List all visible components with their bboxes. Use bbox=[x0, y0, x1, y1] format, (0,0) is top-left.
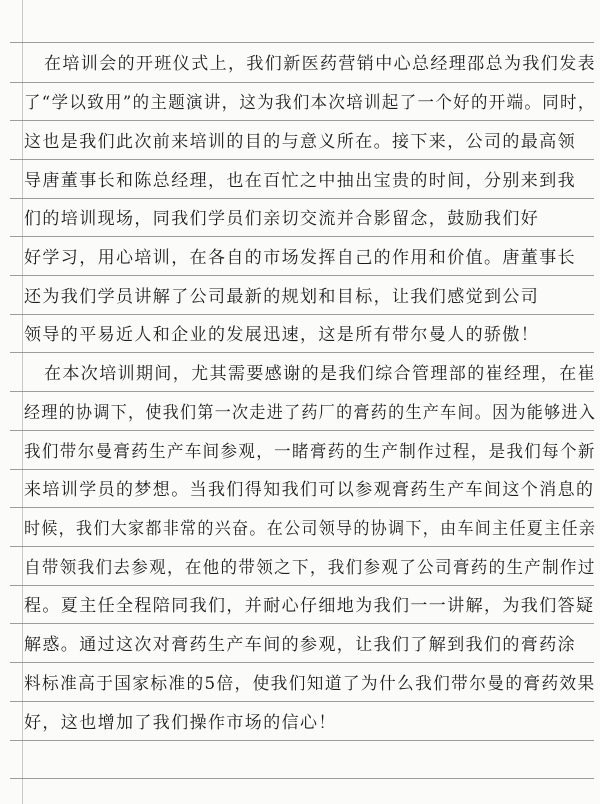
text-line: 们的培训现场，同我们学员们亲切交流并合影留念，鼓励我们好 bbox=[24, 209, 540, 229]
text-line: 导唐董事长和陈总经理，也在百忙之中抽出宝贵的时间，分别来到我 bbox=[24, 171, 576, 191]
ruled-line bbox=[10, 546, 594, 547]
text-line: 解惑。通过这次对膏药生产车间的参观，让我们了解到我们的膏药涂 bbox=[24, 635, 576, 655]
ruled-line bbox=[10, 507, 594, 508]
text-line: 领导的平易近人和企业的发展迅速，这是所有带尔曼人的骄傲！ bbox=[24, 325, 540, 345]
ruled-line bbox=[10, 662, 594, 663]
text-line: 在本次培训期间，尤其需要感谢的是我们综合管理部的崔经理，在崔 bbox=[44, 364, 596, 384]
ruled-line bbox=[10, 623, 594, 624]
text-line: 好，这也增加了我们操作市场的信心！ bbox=[24, 713, 337, 733]
ruled-line bbox=[10, 391, 594, 392]
text-line: 好学习，用心培训，在各自的市场发挥自己的作用和价值。唐董事长 bbox=[24, 248, 576, 268]
text-line: 时候，我们大家都非常的兴奋。在公司领导的协调下，由车间主任夏主任亲 bbox=[24, 519, 596, 539]
text-line: 料标准高于国家标准的5倍，使我们知道了为什么我们带尔曼的膏药效果 bbox=[24, 674, 596, 694]
ruled-line bbox=[10, 585, 594, 586]
ruled-line bbox=[10, 42, 594, 43]
ruled-line bbox=[10, 701, 594, 702]
text-line: 来培训学员的梦想。当我们得知我们可以参观膏药生产车间这个消息的 bbox=[24, 480, 595, 500]
ruled-line bbox=[10, 430, 594, 431]
ruled-line bbox=[10, 469, 594, 470]
text-line: 还为我们学员讲解了公司最新的规划和目标，让我们感觉到公司 bbox=[24, 287, 540, 307]
ruled-line bbox=[10, 82, 594, 83]
text-line: 这也是我们此次前来培训的目的与意义所在。接下来，公司的最高领 bbox=[24, 132, 576, 152]
text-line: 我们带尔曼膏药生产车间参观，一睹膏药的生产制作过程，是我们每个新 bbox=[24, 442, 596, 462]
ruled-line bbox=[10, 740, 594, 741]
ruled-line bbox=[10, 778, 594, 779]
text-line: 了“学以致用”的主题演讲，这为我们本次培训起了一个好的开端。同时， bbox=[24, 93, 596, 113]
ruled-line bbox=[10, 352, 594, 353]
ruled-line bbox=[10, 120, 594, 121]
text-line: 程。夏主任全程陪同我们，并耐心仔细地为我们一一讲解，为我们答疑 bbox=[24, 596, 595, 616]
text-line: 在培训会的开班仪式上，我们新医药营销中心总经理邵总为我们发表 bbox=[44, 54, 596, 74]
text-line: 经理的协调下，使我们第一次走进了药厂的膏药的生产车间。因为能够进入 bbox=[24, 403, 596, 423]
ruled-line bbox=[10, 198, 594, 199]
ruled-line bbox=[10, 236, 594, 237]
text-line: 自带领我们去参观，在他的带领之下，我们参观了公司膏药的生产制作过 bbox=[24, 558, 596, 578]
ruled-line bbox=[10, 314, 594, 315]
ruled-line bbox=[10, 159, 594, 160]
ruled-line bbox=[10, 275, 594, 276]
